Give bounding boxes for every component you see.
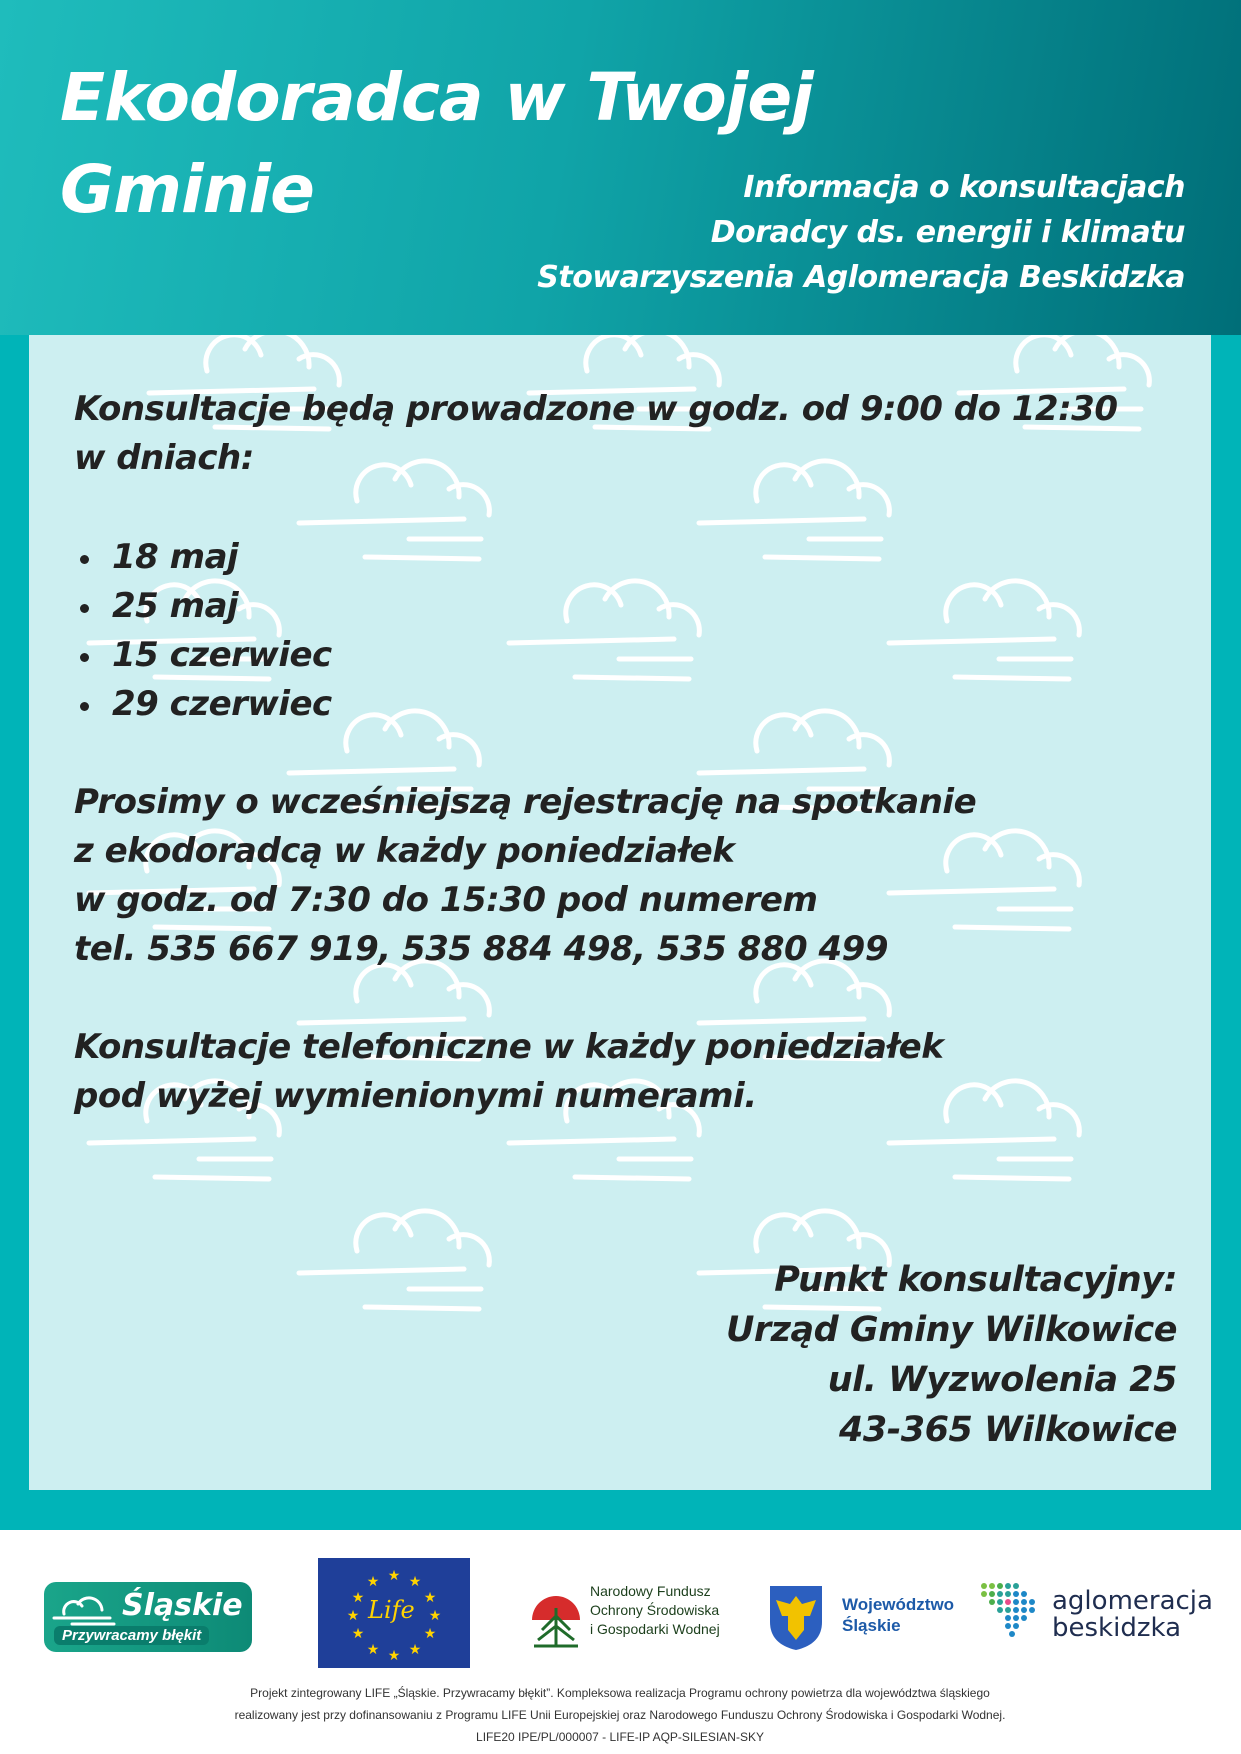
svg-text:★: ★ <box>423 1626 437 1642</box>
footnote-line: LIFE20 IPE/PL/000007 - LIFE-IP AQP-SILESIAN-SKY <box>476 1730 764 1744</box>
svg-text:★: ★ <box>387 1568 401 1584</box>
date-label: 18 maj <box>112 537 239 577</box>
eu-life-logo <box>318 1558 470 1668</box>
hours-line: Konsultacje będą prowadzone w godz. od 9:00 do 12:30 <box>74 389 1118 429</box>
nfosigw-logo <box>528 1582 728 1652</box>
life-label: Life <box>368 1596 415 1624</box>
aglomeracja-beskidzka-logo <box>978 1576 1213 1656</box>
wojewodztwo-slaskie-logo <box>766 1582 966 1652</box>
phone-numbers: tel. 535 667 919, 535 884 498, 535 880 499 <box>74 929 888 969</box>
aglomeracja-line: aglomeracja <box>1052 1586 1213 1616</box>
address-line: Urząd Gminy Wilkowice <box>725 1310 1177 1350</box>
slaskie-logo <box>44 1582 252 1652</box>
nfosigw-name <box>590 1582 720 1639</box>
address-heading: Punkt konsultacyjny: <box>774 1260 1177 1300</box>
dot-map-icon <box>978 1580 1048 1646</box>
wojewodztwo-line: Śląskie <box>842 1616 901 1635</box>
subtitle-line: Stowarzyszenia Aglomeracja Beskidzka <box>537 260 1185 295</box>
svg-text:★: ★ <box>346 1608 360 1624</box>
registration-line: Prosimy o wcześniejszą rejestrację na spotkanie <box>74 782 977 822</box>
list-item <box>74 631 1074 680</box>
svg-text:★: ★ <box>351 1590 365 1606</box>
nfosigw-line: Narodowy Fundusz <box>590 1583 711 1599</box>
svg-text:★: ★ <box>366 1574 380 1590</box>
dates-list <box>74 533 1074 729</box>
aglomeracja-name <box>1052 1588 1213 1642</box>
subtitle-line: Informacja o konsultacjach <box>743 170 1185 205</box>
funding-footnote <box>120 1682 1120 1748</box>
consultation-address <box>726 1255 1177 1455</box>
address-line: ul. Wyzwolenia 25 <box>827 1360 1177 1400</box>
consultation-info <box>74 385 1118 1121</box>
date-label: 15 czerwiec <box>112 635 332 675</box>
hours-line: w dniach: <box>74 438 254 478</box>
footnote-line: realizowany jest przy dofinansowaniu z Programu LIFE Unii Europejskiej oraz Narodowego Funduszu Ochrony Środowiska i Gospodarki Wodnej. <box>234 1708 1006 1722</box>
date-label: 29 czerwiec <box>112 684 332 724</box>
header-banner <box>0 0 1241 335</box>
svg-text:★: ★ <box>387 1648 401 1664</box>
footer <box>0 1530 1241 1754</box>
phone-consultation-paragraph <box>74 1023 1074 1121</box>
bullet-icon <box>80 702 89 711</box>
content-panel <box>29 335 1211 1490</box>
bullet-icon <box>80 653 89 662</box>
registration-line: w godz. od 7:30 do 15:30 pod numerem <box>74 880 818 920</box>
nfosigw-line: Ochrony Środowiska <box>590 1602 720 1618</box>
slaskie-name: Śląskie <box>122 1588 243 1623</box>
svg-text:★: ★ <box>351 1626 365 1642</box>
nfosigw-line: i Gospodarki Wodnej <box>590 1621 720 1637</box>
registration-paragraph <box>74 778 1074 974</box>
wojewodztwo-name <box>842 1594 954 1636</box>
svg-text:★: ★ <box>408 1642 422 1658</box>
title-line-1: Ekodoradca w Twojej <box>60 59 813 136</box>
date-label: 25 maj <box>112 586 239 626</box>
bullet-icon <box>80 604 89 613</box>
list-item <box>74 680 1074 729</box>
svg-text:★: ★ <box>408 1574 422 1590</box>
subtitle-line: Doradcy ds. energii i klimatu <box>710 215 1185 250</box>
subtitle <box>485 165 1185 300</box>
registration-line: z ekodoradcą w każdy poniedziałek <box>74 831 735 871</box>
footnote-line: Projekt zintegrowany LIFE „Śląskie. Przywracamy błękit”. Kompleksowa realizacja Programu ochrony powietrza dla województwa śląskiego <box>250 1686 990 1700</box>
phone-consultation-line: pod wyżej wymienionymi numerami. <box>74 1076 757 1116</box>
bullet-icon <box>80 555 89 564</box>
list-item <box>74 582 1074 631</box>
tree-emblem-icon <box>528 1590 584 1650</box>
list-item <box>74 533 1074 582</box>
phone-consultation-line: Konsultacje telefoniczne w każdy poniedziałek <box>74 1027 944 1067</box>
hours-paragraph <box>74 385 1118 483</box>
svg-text:★: ★ <box>423 1590 437 1606</box>
wojewodztwo-line: Województwo <box>842 1595 955 1614</box>
title-line-2: Gminie <box>60 151 314 228</box>
cloud-icon <box>52 1590 118 1626</box>
eagle-coat-of-arms-icon <box>766 1582 826 1652</box>
svg-text:★: ★ <box>428 1608 442 1624</box>
slaskie-tagline: Przywracamy błękit <box>54 1626 209 1645</box>
address-line: 43-365 Wilkowice <box>839 1410 1177 1450</box>
svg-text:★: ★ <box>366 1642 380 1658</box>
aglomeracja-line: beskidzka <box>1052 1613 1182 1643</box>
